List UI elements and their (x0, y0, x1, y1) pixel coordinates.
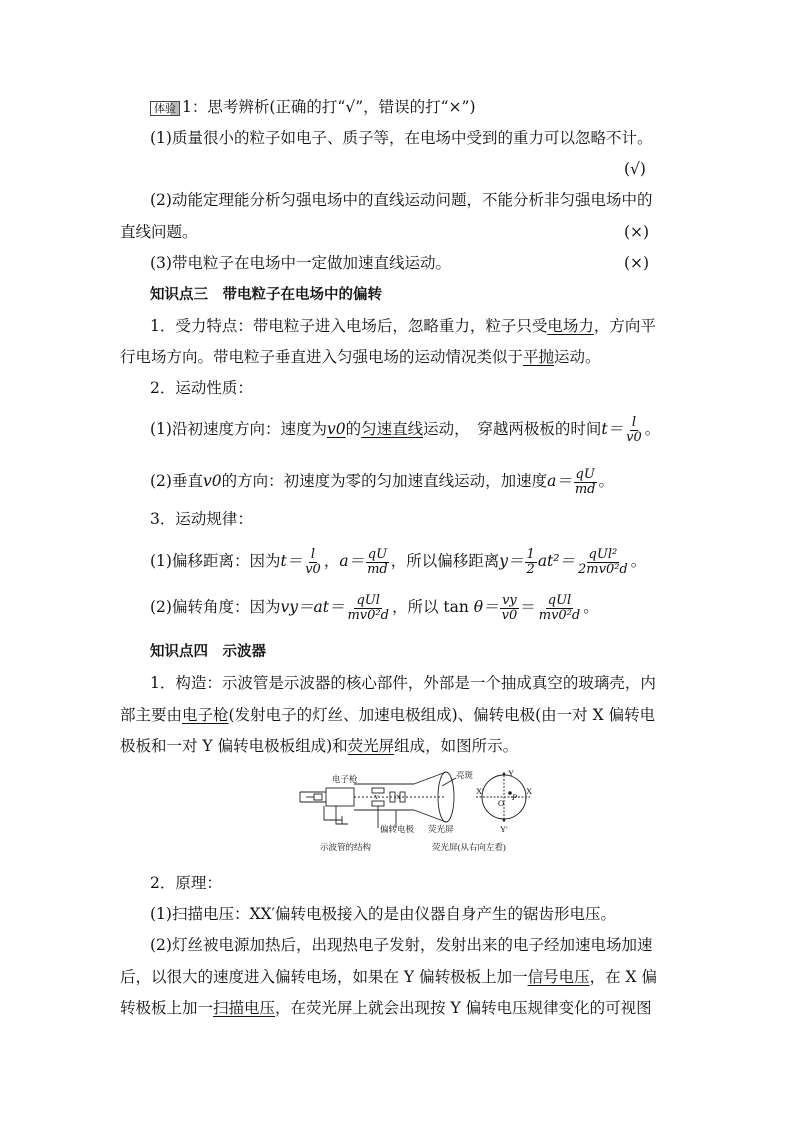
s3-p31-comma: ， (323, 552, 340, 570)
frac-denominator: mv0²d (347, 607, 389, 623)
frac-denominator: md (574, 481, 596, 497)
s3-p32-eq: ＝ (520, 598, 536, 616)
s3-p31-text-c: ，所以偏移距离 (390, 552, 500, 570)
experience-title: 1：思考辨析(正确的打“√”，错误的打“×”) (182, 98, 476, 116)
s4-p1-text-b2: (发射电子的灯丝、加速电极组成)、偏转电极(由一对 X 偏转电 (228, 706, 656, 724)
fig-caption-structure: 示波管的结构 (320, 842, 372, 852)
s4-p2-item-2-line-c (120, 998, 652, 1018)
s3-p21-fraction (624, 416, 644, 445)
frac-numerator: qUl (356, 592, 380, 608)
s4-p1-line-b (120, 705, 655, 725)
s4-p1-line-c (120, 736, 518, 756)
s3-p21-t: t＝ (601, 420, 624, 438)
s3-p21-text-c: 运动， 穿越两极板的时间 (423, 420, 602, 438)
fig-label-o: O (498, 798, 505, 808)
s3-p31-y: y＝ (499, 552, 524, 570)
fig-label-deflection: 偏转电极 (380, 824, 415, 834)
experience-badge: 体验 (150, 101, 180, 116)
s4-blank-electron-gun: 电子枪 (182, 706, 229, 724)
question-3-mark: (×) (624, 254, 650, 272)
s4-p22-text-d: 转极板上加一 (120, 999, 214, 1017)
s3-p3-heading: 3．运动规律： (150, 510, 253, 528)
frac-denominator: v0 (305, 561, 321, 577)
frac-denominator: 2 (526, 561, 535, 577)
s3-p31-frac-1 (303, 548, 323, 577)
s3-p31-frac-4 (576, 548, 630, 577)
frac-numerator: qUl² (588, 546, 618, 562)
s3-p22-text-a: (2)垂直 (150, 472, 203, 490)
question-1: (1)质量很小的粒子如电子、质子等，在电场中受到的重力可以忽略不计。 (150, 129, 653, 147)
question-2-line-b: 直线问题。 (120, 223, 198, 241)
frac-numerator: 1 (526, 546, 535, 562)
fig-label-screen: 荧光屏 (428, 824, 454, 834)
s4-p1-text-c2: 组成，如图所示。 (394, 737, 519, 755)
s4-blank-sweep-voltage: 扫描电压 (213, 999, 276, 1017)
question-1-mark: (√) (624, 160, 646, 178)
gun-body-shape (326, 788, 354, 806)
s3-p1-line-b (120, 347, 601, 367)
s4-p2-item-1: (1)扫描电压：XX′偏转电极接入的是由仪器自身产生的锯齿形电压。 (150, 905, 617, 923)
s3-p32-frac-3 (537, 594, 582, 623)
s4-p22-text-b: 后，以很大的速度进入偏转电场，如果在 Y 偏转极板上加一 (120, 968, 528, 986)
question-2-mark: (×) (624, 223, 650, 241)
s3-p1-text-b: ，方向平 (593, 317, 656, 335)
s3-p31-frac-3 (525, 548, 537, 577)
s3-p22-fraction (573, 468, 598, 497)
frac-denominator: v0 (501, 607, 518, 623)
s3-p3-item-1: (1)偏移距离：因为t＝ $\frac{l}{v0}$ ，a＝ $\frac{qU}{md}$ ，所以偏移距离y＝ $\frac{1}{2}$ at²＝ $\frac{\text{qUl²}}{\text{2mv0²d}}$ 。 (150, 546, 647, 577)
question-3: (3)带电粒子在电场中一定做加速直线运动。 (150, 254, 451, 272)
frac-numerator: vy (502, 592, 517, 608)
s3-p1-text-d: 运动。 (554, 348, 601, 366)
fig-label-y: Y (508, 768, 515, 778)
s3-blank-electric-force: 电场力 (547, 317, 594, 335)
fig-label-p: P (512, 792, 518, 802)
s3-p3-item-2: (2)偏转角度：因为vy＝at＝ $\frac{\text{qUl}}{\text{mv0²d}}$ ，所以 tan θ＝ $\frac{vy}{v0}$ ＝ $\frac{\text{qUl}}{\text{mv0²d}}$ 。 (150, 592, 599, 623)
frac-numerator: l (631, 414, 637, 430)
s4-p1-text-b1: 部主要由 (120, 706, 183, 724)
s3-p31-t: t＝ (280, 552, 303, 570)
fig-label-x: X (526, 786, 533, 796)
s3-p32-vy: vy＝at＝ (280, 598, 345, 616)
frac-numerator: qU (575, 466, 595, 482)
s3-p32-frac-1 (345, 594, 390, 623)
s4-blank-signal-voltage: 信号电压 (527, 968, 590, 986)
oscilloscope-figure (296, 766, 536, 858)
s4-p2-item-2-line-a: (2)灯丝被电源加热后，出现热电子发射，发射出来的电子经加速电场加速 (150, 936, 653, 954)
s3-p1-line-a (150, 316, 656, 336)
s3-p31-at2: at²＝ (537, 552, 575, 570)
frac-numerator: l (310, 546, 316, 562)
fig-label-x-plate: X (396, 794, 401, 801)
fig-label-yprime: Y′ (500, 824, 508, 834)
s4-p1-line-a: 1．构造：示波管是示波器的核心部件，外部是一个抽成真空的玻璃壳，内 (150, 674, 656, 692)
s3-p22-v0: v0 (202, 472, 222, 490)
fig-caption-screen-view: 荧光屏(从右向左看) (432, 842, 506, 852)
fig-label-gun: 电子枪 (332, 774, 358, 784)
s3-p32-theta: θ＝ (473, 598, 499, 616)
frac-numerator: qU (367, 546, 388, 562)
s4-p22-text-c: ，在 X 偏 (589, 968, 657, 986)
s3-p2-heading: 2．运动性质： (150, 379, 253, 397)
s3-blank-projectile: 平抛 (523, 348, 555, 366)
s4-p22-text-e: ，在荧光屏上就会出现按 Y 偏转电压规律变化的可视图 (275, 999, 652, 1017)
s3-p2-item-2: (2)垂直v0的方向：初速度为零的匀加速直线运动，加速度a＝ $\frac{qU}{md}$ 。 (150, 466, 615, 497)
s3-p31-a: a＝ (339, 552, 365, 570)
frac-denominator: md (367, 561, 388, 577)
s4-p1-text-c1: 极板和一对 Y 偏转电极板组成)和 (120, 737, 348, 755)
s3-blank-uniform-line: 匀速直线 (361, 420, 424, 438)
s3-blank-v0: v0 (326, 420, 346, 438)
fig-label-xprime: X′ (476, 786, 484, 796)
frac-denominator: 2mv0²d (578, 561, 628, 577)
s3-p31-text-a: (1)偏移距离：因为 (150, 552, 281, 570)
s3-p32-text-a: (2)偏转角度：因为 (150, 598, 281, 616)
s3-p1-text-c: 行电场方向。带电粒子垂直进入匀强电场的运动情况类似于 (120, 348, 524, 366)
s3-p32-text-b: ，所以 tan (391, 598, 469, 616)
frac-numerator: qUl (547, 592, 572, 608)
frac-denominator: v0 (626, 429, 642, 445)
s4-p2-item-2-line-b (120, 967, 657, 987)
fig-label-spot: 亮斑 (456, 770, 474, 780)
s3-p2-item-1: (1)沿初速度方向：速度为v0的匀速直线运动， 穿越两极板的时间t＝ $\frac{l}{v0}$ 。 (150, 414, 661, 445)
s3-p22-a: a＝ (547, 472, 572, 490)
section-4-heading: 知识点四 示波器 (150, 643, 266, 660)
s4-p2-heading: 2．原理： (150, 874, 222, 892)
s3-p31-frac-2 (365, 548, 390, 577)
s3-p32-frac-2 (500, 594, 520, 623)
section-3-heading: 知识点三 带电粒子在电场中的偏转 (150, 286, 382, 303)
s3-p1-text-a: 1．受力特点：带电粒子进入电场后，忽略重力，粒子只受 (150, 317, 548, 335)
s3-p21-text-a: (1)沿初速度方向：速度为 (150, 420, 327, 438)
s3-p21-text-b: 的 (345, 420, 362, 438)
question-2-line-a: (2)动能定理能分析匀强电场中的直线运动问题，不能分析非匀强电场中的 (150, 191, 653, 209)
s4-blank-screen: 荧光屏 (347, 737, 395, 755)
fig-label-y-plate: Y (374, 794, 379, 801)
experience-title-line (150, 97, 476, 117)
s3-p22-text-b: 的方向：初速度为零的匀加速直线运动，加速度 (221, 472, 548, 490)
frac-denominator: mv0²d (538, 607, 581, 623)
